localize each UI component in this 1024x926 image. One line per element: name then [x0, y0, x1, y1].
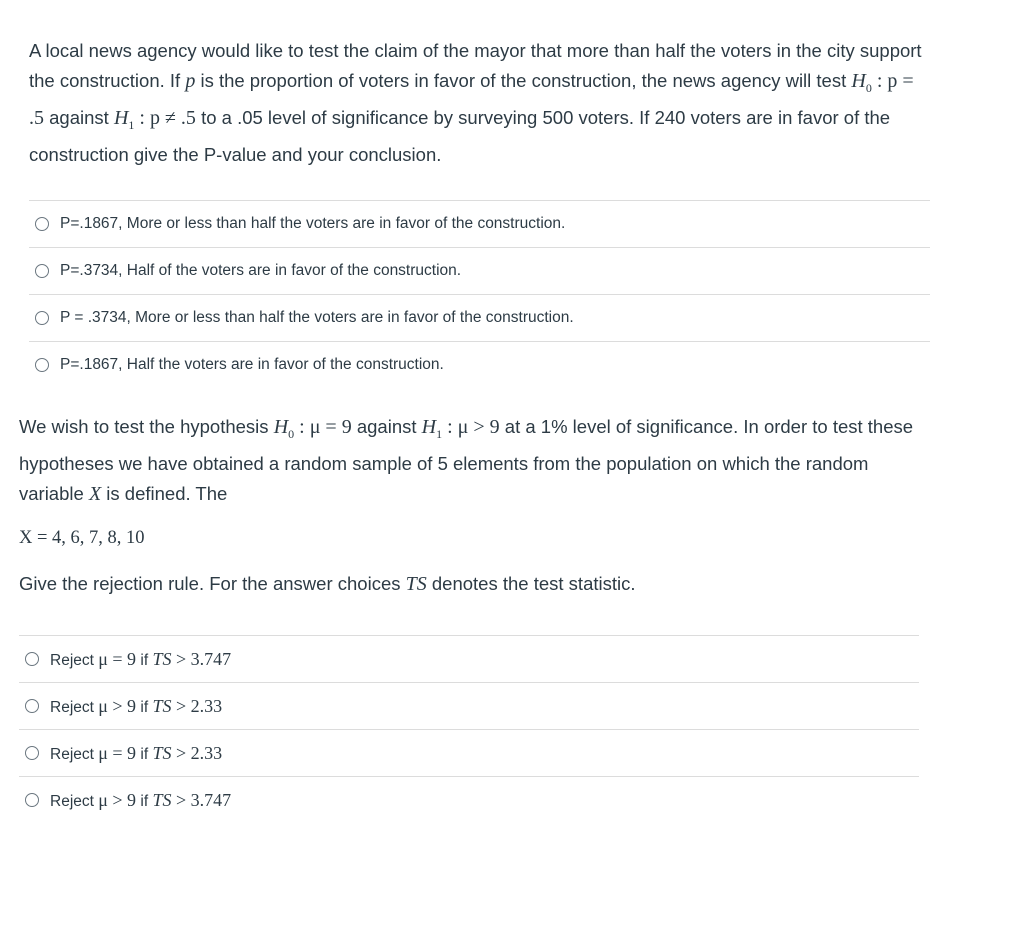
radio-button[interactable] [35, 264, 49, 278]
answer-option[interactable] [19, 776, 919, 823]
radio-button[interactable] [35, 311, 49, 325]
radio-button[interactable] [25, 793, 39, 807]
question-2 [19, 412, 919, 810]
radio-button[interactable] [35, 358, 49, 372]
answer-option[interactable] [29, 247, 930, 294]
answer-label: Reject μ = 9 if TS > 3.747 [50, 648, 232, 669]
answer-option[interactable] [19, 635, 919, 682]
answer-option[interactable] [29, 200, 930, 247]
sample-values: X = 4, 6, 7, 8, 10 [19, 528, 145, 548]
question-1-prompt: A local news agency would like to test the claim of the mayor that more than half the voters in the city support the construction. If p is the proportion of voters in favor of the construction, the news agency will test $H_0$ : p = .5 against $H_1$ : p ≠ .5 to a .05 level of significance by surveying 500 voters. If 240 voters are in favor of the construction give the P-value and your conclusion. [29, 40, 922, 165]
answer-option[interactable] [19, 682, 919, 729]
answer-label: P = .3734, More or less than half the voters are in favor of the construction. [60, 309, 574, 326]
rejection-rule-prompt: Give the rejection rule. For the answer choices TS denotes the test statistic. [19, 573, 636, 595]
radio-button[interactable] [25, 652, 39, 666]
question-1-answers [29, 200, 930, 388]
answer-label: P=.3734, Half of the voters are in favor of the construction. [60, 262, 462, 279]
answer-option[interactable] [29, 341, 930, 388]
answer-label: Reject μ > 9 if TS > 3.747 [50, 789, 232, 810]
question-2-answers [19, 635, 919, 823]
question-1 [29, 36, 929, 373]
radio-button[interactable] [25, 699, 39, 713]
answer-label: P=.1867, Half the voters are in favor of the construction. [60, 356, 444, 373]
answer-option[interactable] [19, 729, 919, 776]
answer-label: Reject μ = 9 if TS > 2.33 [50, 742, 223, 763]
question-2-prompt: We wish to test the hypothesis $H_0$ : μ = 9 against $H_1$ : μ > 9 at a 1% level of significance. In order to test these hypotheses we have obtained a random sample of 5 elements from the population on which the random variable X is defined. The [19, 416, 914, 505]
answer-label: Reject μ > 9 if TS > 2.33 [50, 695, 223, 716]
radio-button[interactable] [35, 217, 49, 231]
answer-option[interactable] [29, 294, 930, 341]
answer-label: P=.1867, More or less than half the voters are in favor of the construction. [60, 215, 566, 232]
radio-button[interactable] [25, 746, 39, 760]
